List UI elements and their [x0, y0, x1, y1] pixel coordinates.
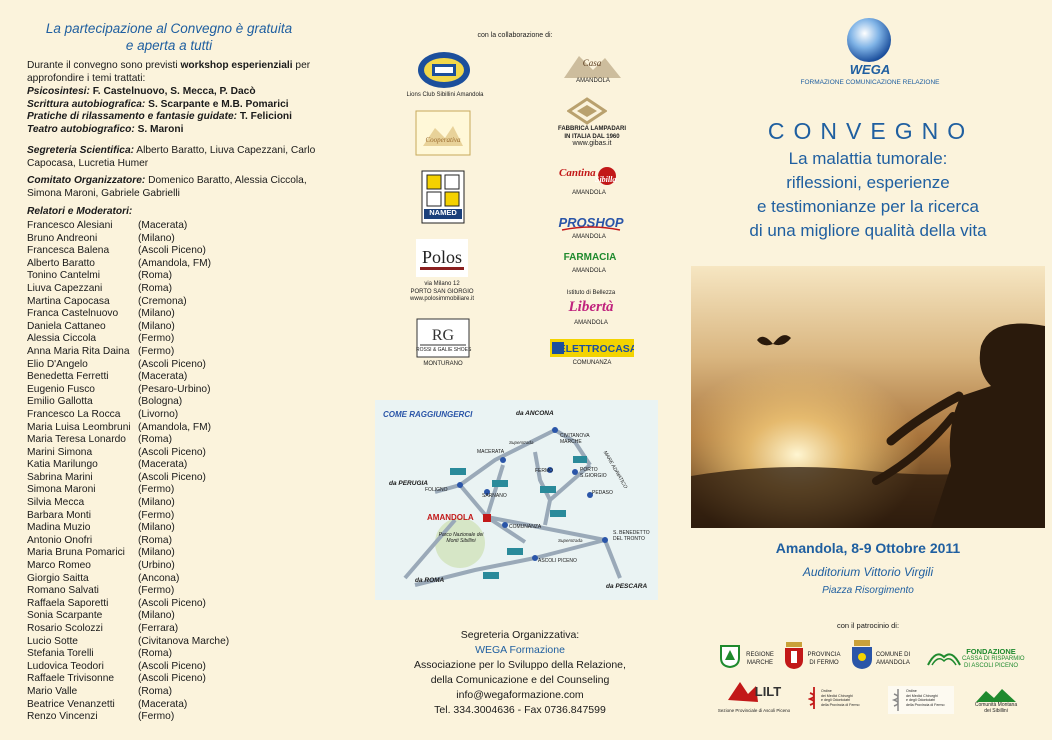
relatore-name: Madina Muzio — [27, 522, 91, 534]
relatore-row — [27, 233, 327, 246]
relatore-name: Raffaele Trivisonne — [27, 673, 115, 685]
relatore-city: (Livorno) — [138, 408, 179, 420]
polos-logo — [416, 239, 468, 282]
ordine2-line-4: della Provincia di Fermo — [906, 702, 945, 707]
map-label-perugia: da PERUGIA — [389, 480, 429, 487]
relatore-name: Katia Marilungo — [27, 459, 98, 471]
wega-subtitle: FORMAZIONE COMUNICAZIONE RELAZIONE — [800, 79, 940, 86]
map-label-civitanova: CIVITANOVA MARCHE — [560, 433, 590, 445]
farmacia-caption: AMANDOLA — [572, 268, 606, 274]
relatore-name: Marco Romeo — [27, 560, 91, 572]
workshop-value: S. Scarpante e M.B. Pomarici — [148, 98, 289, 110]
relatore-city: (Fermo) — [138, 333, 175, 345]
relatore-row — [27, 409, 327, 422]
comune-caption — [873, 652, 913, 667]
svg-text:Cooperativa: Cooperativa — [425, 136, 461, 144]
relatore-city: (Ancona) — [138, 572, 180, 584]
relatore-name: Alessia Ciccola — [27, 333, 97, 345]
workshop-value: F. Castelnuovo, S. Mecca, P. Dacò — [92, 86, 256, 97]
lilt-text: LILT — [754, 684, 782, 699]
event-date: Amandola, 8-9 Ottobre 2011 — [775, 540, 961, 556]
relatore-name: Raffaela Saporetti — [27, 597, 109, 609]
relatore-row — [27, 371, 327, 384]
fondazione-line-2: CASSA DI RISPARMIO — [962, 655, 1025, 662]
cantina-logo — [555, 160, 627, 193]
workshop-label: Scrittura autobiografica: — [27, 98, 146, 110]
relatore-name: Antonio Onofri — [27, 534, 93, 546]
map-label-pedaso: PEDASO — [592, 490, 613, 496]
ordine-caption — [821, 689, 867, 707]
relatore-row — [27, 648, 327, 661]
title-line-3: e testimonianze per la ricerca — [756, 197, 980, 216]
relatore-name: Anna Maria Rita Daina — [27, 345, 130, 357]
workshop-list — [27, 86, 327, 136]
relatori-list — [27, 220, 327, 724]
comitato-label: Comitato Organizzatore: — [27, 175, 146, 186]
relatore-row — [27, 535, 327, 548]
fondazione-caption — [962, 647, 1025, 671]
relatore-city: (Roma) — [138, 685, 172, 697]
workshop-label: Teatro autobiografico: — [27, 123, 135, 135]
polos-city: PORTO SAN GIORGIO — [410, 288, 474, 295]
relatore-city: (Fermo) — [138, 484, 175, 496]
ordine-line-1: Ordine — [821, 689, 832, 693]
relatore-city: (Fermo) — [138, 711, 175, 723]
relatore-name: Maria Bruna Pomarici — [27, 547, 125, 559]
liberta-caption: AMANDOLA — [574, 320, 608, 326]
relatore-row — [27, 333, 327, 346]
relatore-city: (Ascoli Piceno) — [138, 446, 206, 458]
gibas-line-2: IN ITALIA DAL 1960 — [564, 133, 620, 140]
relatore-row — [27, 296, 327, 309]
relatore-row — [27, 673, 327, 686]
relatore-name: Franca Castelnuovo — [27, 308, 119, 320]
relatore-city: (Macerata) — [138, 371, 188, 383]
relatore-row — [27, 258, 327, 271]
polos-address: via Milano 12 — [424, 281, 460, 287]
relatore-row — [27, 359, 327, 372]
provincia-line-2: DI FERMO — [809, 659, 839, 666]
svg-text:Casa: Casa — [582, 58, 602, 68]
relatore-name: Liuva Capezzani — [27, 282, 103, 294]
wega-name: WEGA — [849, 62, 891, 77]
relatore-name: Rosario Scolozzi — [27, 623, 103, 634]
farmacia-text: FARMACIA — [563, 252, 617, 263]
liberta-text: Libertà — [568, 299, 614, 315]
relatore-name: Emilio Gallotta — [27, 396, 93, 408]
provincia-fermo-logo — [783, 642, 805, 675]
relatore-row — [27, 220, 327, 233]
map-label-sbenedetto: S. BENEDETTO DEL TRONTO — [613, 530, 650, 542]
relatore-name: Francesco La Rocca — [27, 408, 121, 420]
ordine-line-4: della Provincia di Fermo — [821, 702, 860, 707]
regione-marche-logo — [719, 644, 741, 673]
map-label-superstrada-2: Superstrada — [558, 538, 583, 543]
left-panel — [0, 0, 345, 740]
map-label-porto: PORTO S.GIORGIO — [580, 467, 607, 479]
amandola-marker — [483, 514, 491, 522]
rg-caption: MONTURANO — [423, 361, 463, 367]
segreteria-scientifica — [27, 145, 327, 170]
relatore-city: (Milano) — [138, 308, 175, 320]
relatore-name: Beatrice Venanzetti — [27, 698, 115, 710]
event-venue: Auditorium Vittorio Virgili — [802, 565, 934, 579]
map-label-ancona: da ANCONA — [516, 410, 554, 417]
relatore-row — [27, 573, 327, 586]
title-line-2: riflessioni, esperienze — [786, 173, 950, 192]
ordine-line-2: dei Medici Chirurghi — [821, 693, 853, 698]
relatore-row — [27, 585, 327, 598]
workshop-value: T. Felicioni — [239, 111, 292, 122]
relatore-city: (Milano) — [138, 232, 175, 244]
relatore-name: Benedetta Ferretti — [27, 371, 109, 383]
polos-text: Polos — [421, 247, 463, 267]
relatore-row — [27, 245, 327, 258]
gibas-text — [552, 126, 632, 141]
comitato-organizzatore — [27, 175, 327, 200]
relatore-city: (Fermo) — [138, 345, 175, 357]
segreteria-org-heading: Segreteria Organizzativa: — [460, 629, 580, 641]
relatore-name: Giorgio Saitta — [27, 572, 89, 584]
relatore-city: (Milano) — [138, 547, 175, 559]
relatore-city: (Roma) — [138, 534, 172, 546]
relatore-city: (Ascoli Piceno) — [138, 471, 206, 483]
relatore-row — [27, 321, 327, 334]
heading-line-1: La partecipazione al Convegno è gratuita — [45, 21, 293, 36]
comitato-value: Domenico Baratto, Alessia Ciccola, Simona Maroni, Gabriele Gabrielli — [27, 175, 307, 199]
provincia-line-1: PROVINCIA — [807, 652, 841, 658]
elettrocasa-logo — [550, 339, 634, 362]
relatore-city: (Ferrara) — [138, 623, 179, 634]
map-label-fermo: FERMO — [535, 468, 554, 474]
relatore-city: (Macerata) — [138, 459, 188, 471]
relatore-city: (Cremona) — [138, 295, 187, 307]
relatore-city: (Ascoli Piceno) — [138, 245, 206, 257]
workshop-item — [27, 86, 327, 99]
relatore-row — [27, 422, 327, 435]
relatore-row — [27, 522, 327, 535]
event-address: Piazza Risorgimento — [822, 585, 914, 596]
polos-caption — [395, 281, 489, 304]
title-line-4: di una migliore qualità della vita — [749, 221, 987, 240]
relatore-name: Francesca Balena — [27, 245, 110, 257]
intro-workshop: workshop esperienziali — [180, 60, 293, 71]
relatore-row — [27, 346, 327, 359]
relatore-row — [27, 661, 327, 674]
fondazione-line-3: DI ASCOLI PICENO — [963, 663, 1018, 669]
relatore-row — [27, 623, 327, 636]
rg-text: RG — [431, 327, 455, 344]
map-label-superstrada: Superstrada — [509, 440, 534, 445]
named-logo — [421, 170, 465, 229]
intro-paragraph — [27, 60, 327, 85]
relatore-name: Mario Valle — [27, 685, 78, 697]
relatore-city: (Milano) — [138, 610, 175, 622]
cantina-caption: AMANDOLA — [572, 190, 606, 196]
relatore-row — [27, 547, 327, 560]
relatore-row — [27, 636, 327, 649]
ordine-2-caption — [906, 689, 954, 707]
relatore-name: Simona Maroni — [27, 484, 96, 496]
relatore-name: Martina Capocasa — [27, 295, 110, 307]
workshop-item — [27, 124, 327, 137]
relatore-row — [27, 384, 327, 397]
relatore-name: Lucio Sotte — [27, 635, 78, 647]
named-text: NAMED — [429, 208, 457, 217]
elettro-caption: COMUNANZA — [572, 360, 612, 366]
relatore-row — [27, 699, 327, 712]
comune-amandola-logo — [850, 640, 874, 675]
rg-sub — [416, 347, 470, 355]
heading-line-2: e aperta a tutti — [125, 38, 213, 53]
elettro-text: ELETTROCASA — [558, 343, 634, 355]
relatore-city: (Macerata) — [138, 220, 188, 231]
relatore-row — [27, 497, 327, 510]
participation-heading — [30, 20, 308, 54]
provincia-caption — [805, 652, 843, 667]
relatore-city: (Roma) — [138, 282, 172, 294]
segreteria-org-line-1: Associazione per lo Sviluppo della Relazione, — [414, 659, 626, 671]
relatore-name: Renzo Vincenzi — [27, 711, 98, 723]
relatore-name: Elio D'Angelo — [27, 358, 88, 370]
relatore-row — [27, 472, 327, 485]
relatore-city: (Milano) — [138, 497, 175, 509]
relatore-city: (Milano) — [138, 522, 175, 534]
ordine-line-3: e degli Odontoiatri — [821, 698, 851, 703]
workshop-value: S. Maroni — [137, 123, 184, 135]
svg-text:PROSHOP: PROSHOP — [558, 215, 624, 230]
relatore-city: (Ascoli Piceno) — [138, 597, 206, 609]
ordine-medici-logo — [808, 687, 820, 714]
relatore-city: (Fermo) — [138, 585, 175, 597]
comunita-line-2: dei Sibillini — [984, 708, 1008, 714]
relatore-name: Ludovica Teodori — [27, 660, 104, 672]
proshop-caption: AMANDOLA — [572, 234, 606, 240]
relatore-city: (Ascoli Piceno) — [138, 358, 206, 370]
map-label-macerata: MACERATA — [477, 449, 505, 455]
relatore-name: Daniela Cattaneo — [27, 320, 106, 332]
relatore-name: Maria Luisa Leombruni — [27, 421, 131, 433]
intro-text: Durante il convegno sono previsti — [27, 60, 181, 71]
map-label-comunanza: COMUNANZA — [509, 524, 542, 530]
relatore-name: Sonia Scarpante — [27, 610, 103, 622]
relatore-city: (Roma) — [138, 648, 172, 660]
lions-caption: Lions Club Sibillini Amandola — [406, 92, 484, 98]
segreteria-org-phone: Tel. 334.3004636 - Fax 0736.847599 — [434, 704, 606, 716]
relatore-city: (Ascoli Piceno) — [138, 673, 206, 685]
ordine2-line-2: dei Medici Chirurghi — [906, 693, 938, 698]
workshop-item — [27, 99, 327, 112]
rg-sub-2: SHOES — [453, 347, 472, 353]
relatore-row — [27, 459, 327, 472]
relatore-name: Bruno Andreoni — [27, 232, 98, 244]
workshop-item — [27, 111, 327, 124]
cantina-text: Cantina — [559, 167, 596, 179]
relatore-name: Tonino Cantelmi — [27, 270, 101, 282]
relatore-city: (Macerata) — [138, 698, 188, 710]
polos-url: www.polosimmobiliare.it — [409, 296, 475, 302]
workshop-label: Psicosintesi: — [27, 86, 90, 97]
title-line-1: La malattia tumorale: — [788, 149, 948, 168]
relatore-name: Maria Teresa Lonardo — [27, 434, 126, 446]
relatore-city: (Milano) — [138, 320, 175, 332]
comunita-caption — [968, 702, 1024, 714]
lions-club-logo — [416, 50, 472, 95]
relatore-row — [27, 484, 327, 497]
segreteria-value: Alberto Baratto, Liuva Capezzani, Carlo Capocasa, Lucretia Humer — [27, 145, 316, 169]
fondazione-line-1: FONDAZIONE — [966, 647, 1016, 656]
comune-line-1: COMUNE DI — [875, 652, 911, 658]
relatore-city: (Bologna) — [138, 396, 183, 408]
comune-line-2: AMANDOLA — [876, 659, 910, 666]
relatore-row — [27, 610, 327, 623]
svg-text:Sibilla: Sibilla — [595, 175, 617, 184]
segreteria-label: Segreteria Scientifica: — [27, 145, 135, 156]
ordine2-line-1: Ordine — [906, 689, 917, 693]
map-label-pescara: da PESCARA — [606, 583, 648, 590]
segreteria-organizzativa — [400, 628, 640, 718]
sunset-butterfly-photo — [691, 266, 1045, 528]
sponsors-heading: con la collaborazione di: — [477, 32, 553, 39]
relatore-city: (Pesaro-Urbino) — [138, 383, 211, 395]
relatore-name: Silvia Mecca — [27, 497, 85, 509]
relatore-city: (Civitanova Marche) — [138, 635, 230, 647]
lilt-logo — [722, 676, 782, 711]
rg-sub-1: ROSSI & GALIE — [416, 347, 453, 353]
relatore-row — [27, 283, 327, 296]
lilt-caption: Sezione Provinciale di Ascoli Piceno — [717, 708, 791, 713]
relatore-row — [27, 711, 327, 724]
cooperative-logo — [415, 110, 471, 161]
map-label-mare: MARE ADRIATICO — [601, 450, 629, 490]
relatore-name: Barbara Monti — [27, 509, 91, 521]
convegno-heading: CONVEGNO — [767, 118, 975, 144]
regione-line-2: MARCHE — [746, 659, 773, 666]
segreteria-org-line-2: della Comunicazione e del Counseling — [430, 674, 610, 686]
relatore-row — [27, 396, 327, 409]
map-title: COME RAGGIUNGERCI — [383, 410, 473, 419]
patrocinio-heading: con il patrocinio di: — [836, 621, 900, 630]
relatori-heading: Relatori e Moderatori: — [27, 206, 133, 217]
map-label-amandola: AMANDOLA — [427, 513, 474, 522]
relatore-city: (Roma) — [138, 434, 172, 446]
relatore-name: Sabrina Marini — [27, 471, 93, 483]
fondazione-logo — [926, 647, 962, 672]
relatore-city: (Amandola, FM) — [138, 421, 212, 433]
relatore-row — [27, 560, 327, 573]
map-label-foligno: FOLIGNO — [425, 487, 448, 493]
segreteria-org-name: WEGA Formazione — [475, 644, 565, 656]
relatore-name: Stefania Torelli — [27, 648, 94, 660]
relatore-city: (Fermo) — [138, 509, 175, 521]
relatore-row — [27, 686, 327, 699]
relatore-name: Alberto Baratto — [27, 257, 95, 269]
segreteria-org-email[interactable]: info@wegaformazione.com — [456, 689, 584, 701]
relatore-row — [27, 447, 327, 460]
rossi-galie-logo — [416, 318, 470, 363]
map-label-roma: da ROMA — [415, 577, 445, 584]
directions-map — [375, 400, 658, 600]
casa-vitale-caption: AMANDOLA — [576, 78, 610, 84]
relatore-row — [27, 308, 327, 321]
gibas-url: www.gibas.it — [572, 140, 612, 147]
relatore-name: Romano Salvati — [27, 585, 99, 597]
relatore-row — [27, 510, 327, 523]
workshop-label: Pratiche di rilassamento e fantasie guidate: — [27, 111, 238, 122]
conference-title — [718, 147, 1018, 243]
comunita-line-1: Comunità Montana — [974, 702, 1018, 708]
relatore-city: (Urbino) — [138, 560, 175, 572]
relatore-city: (Roma) — [138, 270, 172, 282]
map-label-sarnano: SARNANO — [482, 493, 507, 499]
map-label-parco: Parco Nazionale dei Monti Sibillini — [438, 532, 484, 544]
regione-caption — [742, 652, 778, 667]
relatore-row — [27, 270, 327, 283]
relatore-row — [27, 434, 327, 447]
regione-line-1: REGIONE — [746, 652, 774, 658]
relatore-city: (Ascoli Piceno) — [138, 660, 206, 672]
ordine2-line-3: e degli Odontoiatri — [906, 698, 936, 703]
relatore-row — [27, 598, 327, 611]
relatore-name: Francesco Alesiani — [27, 220, 113, 231]
gibas-line-1: FABBRICA LAMPADARI — [558, 126, 626, 132]
relatore-name: Eugenio Fusco — [27, 383, 95, 395]
relatore-name: Marini Simona — [27, 446, 93, 458]
road-network — [405, 430, 620, 585]
map-label-ascoli: ASCOLI PICENO — [538, 558, 577, 564]
liberta-pre: Istituto di Bellezza — [566, 290, 616, 296]
relatore-city: (Amandola, FM) — [138, 257, 212, 269]
intro-text-end: per approfondire i temi trattati: — [27, 60, 311, 84]
